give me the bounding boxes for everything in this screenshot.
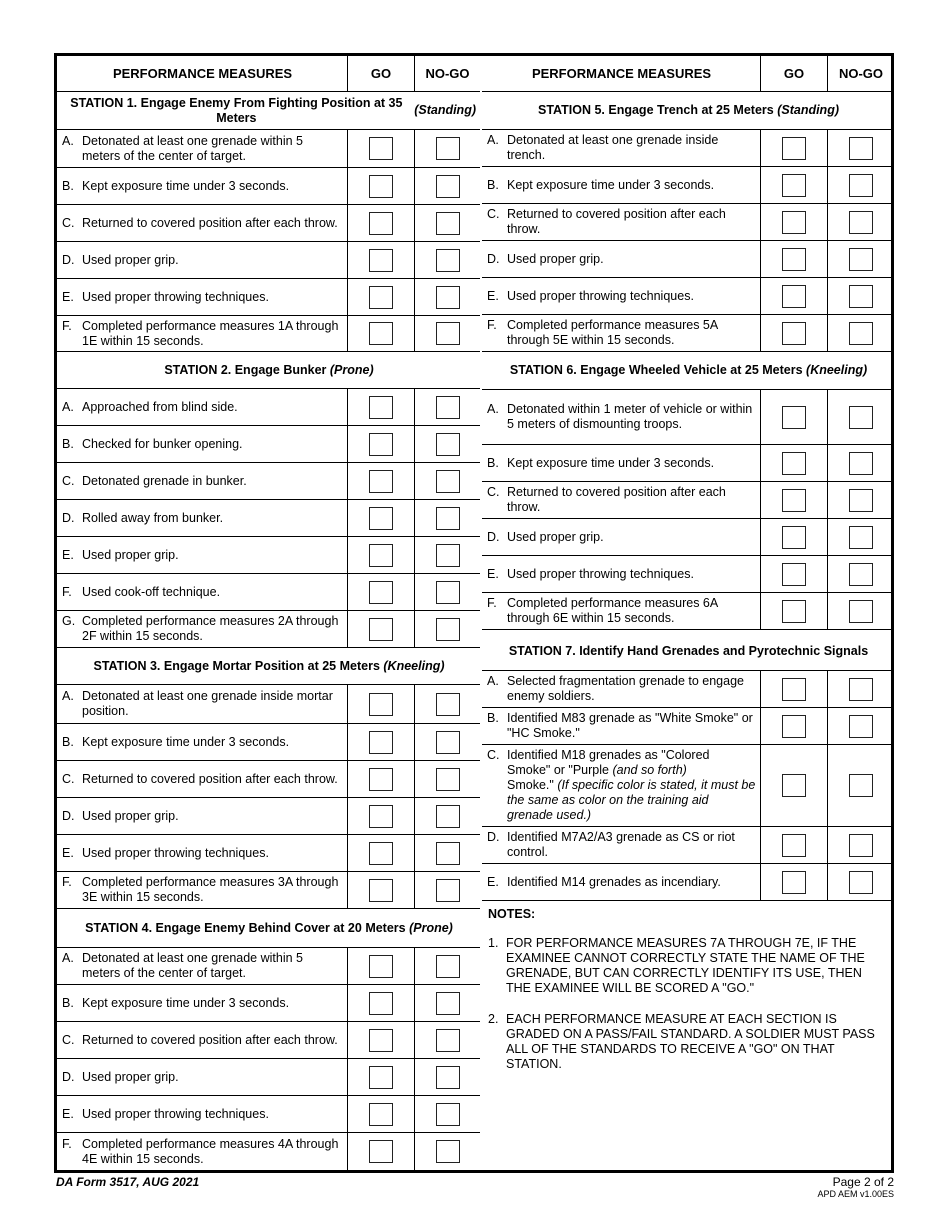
measure-text: Used proper grip. [82,808,179,823]
nogo-checkbox[interactable] [436,955,460,978]
station6-row-d [482,519,894,556]
measure-text: Completed performance measures 3A through 3E within 15 seconds. [82,875,339,904]
go-checkbox[interactable] [782,322,806,345]
station6-row-f [482,593,894,630]
measure-text: Kept exposure time under 3 seconds. [507,455,715,470]
station4-row-e [57,1096,480,1133]
go-checkbox[interactable] [369,992,393,1015]
nogo-checkbox[interactable] [436,470,460,493]
measure-letter: E. [487,288,499,303]
measure-letter: A. [487,674,499,688]
go-checkbox[interactable] [782,678,806,701]
measure-text: Identified M83 grenade as "White Smoke" or "HC Smoke." [507,711,753,740]
station5-row-a [482,130,894,167]
go-checkbox[interactable] [369,249,393,272]
measure-text: Returned to covered position after each throw. [507,207,726,236]
measure-text: Detonated within 1 meter of vehicle or within 5 meters of dismounting troops. [507,402,753,431]
go-checkbox[interactable] [782,452,806,475]
measure-text: Completed performance measures 2A through 2F within 15 seconds. [82,614,339,643]
nogo-checkbox[interactable] [436,992,460,1015]
go-checkbox[interactable] [782,137,806,160]
go-checkbox[interactable] [369,286,393,309]
measure-text: Identified M18 grenades as "Colored Smoke" or "Purple [507,748,710,777]
measure-text: Used proper throwing techniques. [507,566,694,581]
nogo-checkbox[interactable] [436,212,460,235]
measure-text: Used proper grip. [507,529,604,544]
measure-text: Checked for bunker opening. [82,436,243,451]
station-4-heading [57,909,480,948]
measure-text: Used proper throwing techniques. [82,289,269,304]
station2-row-d [57,500,480,537]
header-go: GO [347,56,414,91]
go-checkbox[interactable] [369,1066,393,1089]
nogo-checkbox[interactable] [849,174,873,197]
station1-row-e [57,279,480,316]
go-checkbox[interactable] [782,834,806,857]
station4-row-b [57,985,480,1022]
nogo-checkbox[interactable] [436,1103,460,1126]
station1-row-b [57,168,480,205]
station6-row-b [482,445,894,482]
measure-letter: D. [62,252,75,267]
go-checkbox[interactable] [782,526,806,549]
nogo-checkbox[interactable] [849,248,873,271]
station4-row-a [57,948,480,985]
nogo-checkbox[interactable] [436,805,460,828]
station-5-heading [482,92,894,130]
measure-text: Identified M14 grenades as incendiary. [507,874,721,889]
measure-letter: F. [62,875,72,889]
nogo-checkbox[interactable] [436,322,460,345]
measure-letter: F. [62,584,72,599]
station5-row-f [482,315,894,352]
measure-letter: C. [487,207,500,221]
measure-letter: B. [487,177,499,192]
go-checkbox[interactable] [369,212,393,235]
measure-text: Detonated at least one grenade within 5 meters of the center of target. [82,133,303,163]
measure-letter: E. [487,874,499,889]
station3-row-e [57,835,480,872]
nogo-checkbox[interactable] [436,768,460,791]
station4-row-d [57,1059,480,1096]
measure-text: Detonated at least one grenade inside trench. [507,133,719,162]
measure-text: Kept exposure time under 3 seconds. [507,177,715,192]
measure-letter: F. [62,1136,72,1151]
measure-text: Approached from blind side. [82,399,238,414]
station1-row-d [57,242,480,279]
nogo-checkbox[interactable] [436,137,460,160]
measure-letter: F. [62,318,72,333]
go-checkbox[interactable] [369,322,393,345]
measure-letter: A. [487,133,499,147]
go-checkbox[interactable] [369,396,393,419]
nogo-checkbox[interactable] [436,507,460,530]
station-3-position: (Kneeling) [383,658,445,673]
nogo-checkbox[interactable] [436,396,460,419]
station4-row-c [57,1022,480,1059]
station-3-heading [57,648,480,685]
measure-letter: C. [62,473,75,488]
go-checkbox[interactable] [369,470,393,493]
measure-text: Selected fragmentation grenade to engage enemy soldiers. [507,674,744,703]
nogo-checkbox[interactable] [436,175,460,198]
nogo-checkbox[interactable] [436,581,460,604]
go-checkbox[interactable] [369,544,393,567]
notes-section [482,901,894,1088]
measure-letter: C. [62,771,75,786]
measure-letter: A. [62,133,74,148]
go-checkbox[interactable] [369,731,393,754]
go-checkbox[interactable] [782,285,806,308]
go-checkbox[interactable] [369,507,393,530]
station-4-position: (Prone) [409,920,453,935]
go-checkbox[interactable] [782,248,806,271]
station7-row-e [482,864,894,901]
station-5-position: (Standing) [777,103,839,117]
station-2-title: STATION 2. Engage Bunker [164,362,327,377]
station-2-heading [57,352,480,389]
station-7-title: STATION 7. Identify Hand Grenades and Pyrotechnic Signals [508,644,869,658]
go-checkbox[interactable] [782,406,806,429]
measure-text: Rolled away from bunker. [82,510,224,525]
go-checkbox[interactable] [782,563,806,586]
go-checkbox[interactable] [369,175,393,198]
measure-text: Used proper grip. [82,252,179,267]
nogo-checkbox[interactable] [436,1140,460,1163]
nogo-checkbox[interactable] [436,1029,460,1052]
measure-letter: E. [62,845,74,860]
go-checkbox[interactable] [782,600,806,623]
measure-letter: D. [62,510,75,525]
measure-letter: E. [62,547,74,562]
station6-row-a [482,390,894,445]
measure-text: Completed performance measures 4A through 4E within 15 seconds. [82,1136,339,1166]
station7-row-c [482,745,894,827]
station1-row-f [57,316,480,352]
header-measures-right: PERFORMANCE MEASURES [531,66,712,81]
page-footer [817,1175,894,1199]
go-checkbox[interactable] [782,211,806,234]
nogo-checkbox[interactable] [436,433,460,456]
header-nogo-right: NO-GO [827,56,894,91]
header-nogo: NO-GO [414,56,480,91]
measure-text: Identified M7A2/A3 grenade as CS or riot control. [507,830,735,859]
station-1-position: (Standing) [414,103,476,117]
nogo-checkbox[interactable] [436,249,460,272]
page-number: Page 2 of 2 [832,1175,894,1189]
go-checkbox[interactable] [369,618,393,641]
measure-text: Used proper grip. [507,251,604,266]
station-6-position: (Kneeling) [806,363,868,377]
nogo-checkbox[interactable] [849,563,873,586]
nogo-checkbox[interactable] [436,1066,460,1089]
nogo-checkbox[interactable] [849,285,873,308]
measure-letter: B. [62,734,74,749]
nogo-checkbox[interactable] [436,618,460,641]
measure-text: Detonated at least one grenade within 5 meters of the center of target. [82,951,303,980]
go-checkbox[interactable] [369,955,393,978]
measure-letter: C. [487,748,500,762]
measure-text: Used cook-off technique. [82,584,221,599]
station5-row-b [482,167,894,204]
go-checkbox[interactable] [369,768,393,791]
measure-letter: D. [487,529,500,544]
header-measures: PERFORMANCE MEASURES [112,66,293,81]
measure-letter: D. [487,251,500,266]
nogo-checkbox[interactable] [849,600,873,623]
measure-letter: E. [62,1106,74,1121]
nogo-checkbox[interactable] [849,211,873,234]
station7-row-a [482,671,894,708]
station1-row-a [57,130,480,168]
measure-letter: B. [62,436,74,451]
header-row [57,56,480,92]
measure-text: Used proper throwing techniques. [82,845,269,860]
notes-heading: NOTES: [488,907,536,921]
measure-text: Used proper grip. [82,1069,179,1084]
station2-row-b [57,426,480,463]
nogo-checkbox[interactable] [849,871,873,894]
station-6-title: STATION 6. Engage Wheeled Vehicle at 25 Meters [509,363,803,377]
measure-letter: B. [62,995,74,1010]
measure-text: Kept exposure time under 3 seconds. [82,734,290,749]
go-checkbox[interactable] [782,174,806,197]
note-1-text: FOR PERFORMANCE MEASURES 7A THROUGH 7E, IF THE EXAMINEE CANNOT CORRECTLY STATE THE NAME OF THE GRENADE, BUT CAN CORRECTLY IDENTIFY ITS USE, THEN THE EXAMINEE WILL BE SCORED A "GO." [506,936,865,995]
station-1-title: STATION 1. Engage Enemy From Fighting Position at 35 Meters [70,95,403,125]
note-2: 2. EACH PERFORMANCE MEASURE AT EACH SECTION IS GRADED ON A PASS/FAIL STANDARD. A SOLDIER MUST PASS ALL OF THE STANDARDS TO RECEIVE A "GO" ON THAT STATION. [488,1012,888,1072]
form-number: DA Form 3517, AUG 2021 [56,1175,200,1189]
measure-text: Completed performance measures 6A through 6E within 15 seconds. [507,596,718,625]
go-checkbox[interactable] [782,489,806,512]
go-checkbox[interactable] [369,693,393,716]
station2-row-f [57,574,480,611]
station-6-heading [482,352,894,390]
measure-letter: F. [487,318,497,332]
measure-letter: B. [62,178,74,193]
measure-letter: D. [487,830,500,844]
measure-letter: A. [487,402,499,416]
nogo-checkbox[interactable] [436,693,460,716]
go-checkbox[interactable] [369,137,393,160]
go-checkbox[interactable] [782,871,806,894]
measure-text: Returned to covered position after each throw. [82,771,338,786]
go-checkbox[interactable] [369,1029,393,1052]
nogo-checkbox[interactable] [436,286,460,309]
measure-letter: B. [487,711,499,725]
go-checkbox[interactable] [369,805,393,828]
measure-letter: E. [62,289,74,304]
station-3-title: STATION 3. Engage Mortar Position at 25 Meters [93,658,380,673]
station5-row-d [482,241,894,278]
station1-row-c [57,205,480,242]
measure-letter: C. [62,215,75,230]
station3-row-d [57,798,480,835]
note-1: 1. FOR PERFORMANCE MEASURES 7A THROUGH 7E, IF THE EXAMINEE CANNOT CORRECTLY STATE THE NAME OF THE GRENADE, BUT CAN CORRECTLY IDENTIFY ITS USE, THEN THE EXAMINEE WILL BE SCORED A "GO." [488,936,888,996]
station-5-title: STATION 5. Engage Trench at 25 Meters [538,103,774,117]
nogo-checkbox[interactable] [849,774,873,797]
station2-row-a [57,389,480,426]
station2-row-g [57,611,480,648]
measure-text: Detonated grenade in bunker. [82,473,247,488]
go-checkbox[interactable] [782,774,806,797]
nogo-checkbox[interactable] [436,544,460,567]
measure-letter: G. [62,614,76,628]
nogo-checkbox[interactable] [849,834,873,857]
nogo-checkbox[interactable] [849,489,873,512]
measure-letter: D. [62,808,75,823]
station2-row-c [57,463,480,500]
measure-text: Kept exposure time under 3 seconds. [82,178,290,193]
measure-text: Detonated at least one grenade inside mortar position. [82,689,333,718]
station2-row-e [57,537,480,574]
version-label: APD AEM v1.00ES [817,1189,894,1199]
measure-text-cont: Smoke." [507,778,554,792]
header-row-right [482,56,894,92]
measure-text: Completed performance measures 1A through 1E within 15 seconds. [82,318,339,348]
go-checkbox[interactable] [369,1140,393,1163]
measure-text: Used proper throwing techniques. [507,288,694,303]
measure-letter: B. [487,455,499,470]
go-checkbox[interactable] [369,879,393,902]
nogo-checkbox[interactable] [849,452,873,475]
nogo-checkbox[interactable] [849,715,873,738]
station-1-heading [57,92,480,130]
station3-row-f [57,872,480,909]
measure-text-note: (If specific color is stated, it must be the same as color on the training aid grenade used.) [507,778,756,822]
go-checkbox[interactable] [369,842,393,865]
note-2-text: EACH PERFORMANCE MEASURE AT EACH SECTION IS GRADED ON A PASS/FAIL STANDARD. A SOLDIER MUST PASS ALL OF THE STANDARDS TO RECEIVE A "GO" ON THAT STATION. [506,1012,875,1071]
station6-row-e [482,556,894,593]
go-checkbox[interactable] [782,715,806,738]
evaluation-form [54,53,894,1173]
station3-row-c [57,761,480,798]
station7-row-b [482,708,894,745]
go-checkbox[interactable] [369,433,393,456]
go-checkbox[interactable] [369,1103,393,1126]
measure-letter: C. [62,1032,75,1047]
measure-letter: F. [487,596,497,610]
station-4-title: STATION 4. Engage Enemy Behind Cover at 20 Meters [85,920,406,935]
measure-text: Used proper throwing techniques. [82,1106,269,1121]
station6-row-c [482,482,894,519]
nogo-checkbox[interactable] [849,322,873,345]
nogo-checkbox[interactable] [436,731,460,754]
station4-row-f [57,1133,480,1170]
station5-row-c [482,204,894,241]
station3-row-a [57,685,480,724]
measure-text-italic: (and so forth) [612,763,687,777]
measure-letter: C. [487,485,500,499]
measure-letter: A. [62,399,74,414]
station-2-position: (Prone) [329,362,374,377]
measure-letter: A. [62,951,74,965]
measure-letter: D. [62,1069,75,1084]
station7-row-d [482,827,894,864]
station3-row-b [57,724,480,761]
measure-text: Kept exposure time under 3 seconds. [82,995,290,1010]
nogo-checkbox[interactable] [849,678,873,701]
station5-row-e [482,278,894,315]
nogo-checkbox[interactable] [849,137,873,160]
station-7-heading [482,633,894,671]
go-checkbox[interactable] [369,581,393,604]
nogo-checkbox[interactable] [436,842,460,865]
measure-text: Returned to covered position after each throw. [507,485,726,514]
nogo-checkbox[interactable] [436,879,460,902]
nogo-checkbox[interactable] [849,406,873,429]
measure-letter: E. [487,566,499,581]
measure-text: Returned to covered position after each throw. [82,1032,338,1047]
measure-letter: A. [62,689,74,703]
header-go-right: GO [760,56,827,91]
nogo-checkbox[interactable] [849,526,873,549]
measure-text: Used proper grip. [82,547,179,562]
measure-text: Completed performance measures 5A through 5E within 15 seconds. [507,318,718,347]
measure-text: Returned to covered position after each throw. [82,215,338,230]
